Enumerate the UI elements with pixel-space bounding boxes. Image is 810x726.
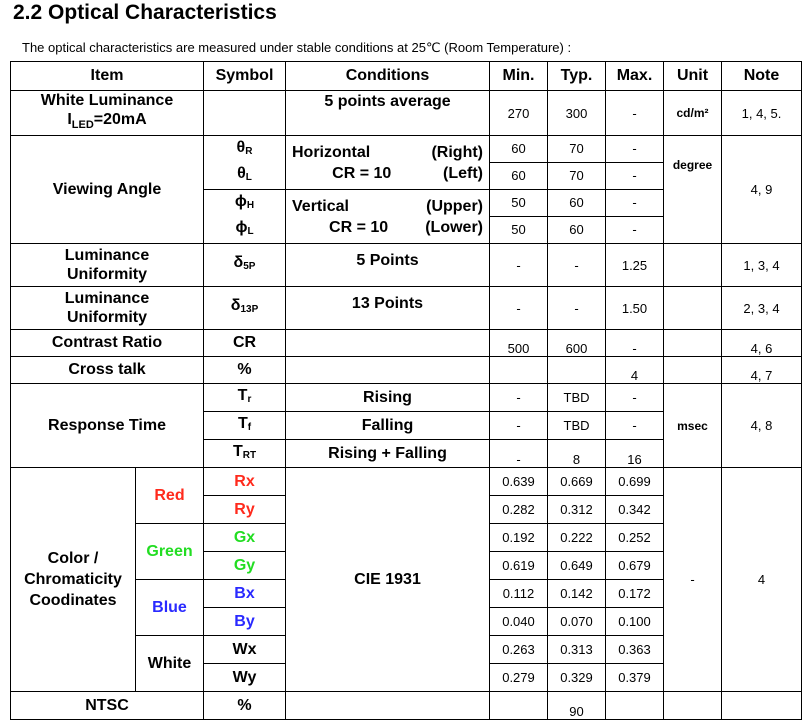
header-row <box>11 62 802 91</box>
header-min: Min. <box>490 62 548 91</box>
table-row: Wy 0.279 0.329 0.379 <box>11 664 802 692</box>
table-row: Response Time $T_r$ Rising - TBD - msec 4, 8 <box>11 384 802 412</box>
white-luminance-item: White Luminance $I_{LED}=20mA$ <box>11 91 204 136</box>
table-row: White Wx 0.263 0.313 0.363 <box>11 636 802 664</box>
table-row: NTSC % 90 <box>11 692 802 720</box>
white-luminance-condition: 5 points average <box>286 91 490 136</box>
table-row: Luminance Uniformity $\delta_{5P}$ 5 Points - - 1.25 1, 3, 4 <box>11 244 802 287</box>
viewing-angle-item: Viewing Angle <box>11 136 204 244</box>
color-chromaticity-item: Color / Chromaticity Coodinates <box>11 468 136 692</box>
table-row: Ry 0.282 0.312 0.342 <box>11 496 802 524</box>
table-row: $\phi_H$ $\phi_L$ Vertical (Upper) CR = 10 (Lower) 50 50 60 60 - - <box>11 190 802 244</box>
header-max: Max. <box>606 62 664 91</box>
header-conditions: Conditions <box>286 62 490 91</box>
table-row: Viewing Angle $\theta_R$ $\theta_L$ Horizontal (Right) CR = 10 (Left) 60 60 70 70 - - degree 4, 9 <box>11 136 802 190</box>
table-row: Color / Chromaticity Coodinates Red Rx CIE 1931 0.639 0.669 0.699 - 4 <box>11 468 802 496</box>
header-typ: Typ. <box>548 62 606 91</box>
table-row: White Luminance $I_{LED}=20mA$ 5 points average 270 300 - cd/m² 1, 4, 5. <box>11 91 802 136</box>
section-title: 2.2 Optical Characteristics <box>13 1 277 24</box>
header-symbol: Symbol <box>204 62 286 91</box>
header-unit: Unit <box>664 62 722 91</box>
intro-text: The optical characteristics are measured under stable conditions at 25℃ (Room Temperature) : <box>22 40 572 55</box>
table-row: $T_{RT}$ Rising + Falling - 8 16 <box>11 440 802 468</box>
header-item: Item <box>11 62 204 91</box>
table-row: Gy 0.619 0.649 0.679 <box>11 552 802 580</box>
table-row: By 0.040 0.070 0.100 <box>11 608 802 636</box>
optical-characteristics-table <box>10 61 802 720</box>
table-row: $T_f$ Falling - TBD - <box>11 412 802 440</box>
table-row: Green Gx 0.192 0.222 0.252 <box>11 524 802 552</box>
table-row: Cross talk % 4 4, 7 <box>11 357 802 384</box>
table-row: Contrast Ratio CR 500 600 - 4, 6 <box>11 330 802 357</box>
header-note: Note <box>722 62 802 91</box>
table-row: Blue Bx 0.112 0.142 0.172 <box>11 580 802 608</box>
table-row: Luminance Uniformity $\delta_{13P}$ 13 Points - - 1.50 2, 3, 4 <box>11 287 802 330</box>
